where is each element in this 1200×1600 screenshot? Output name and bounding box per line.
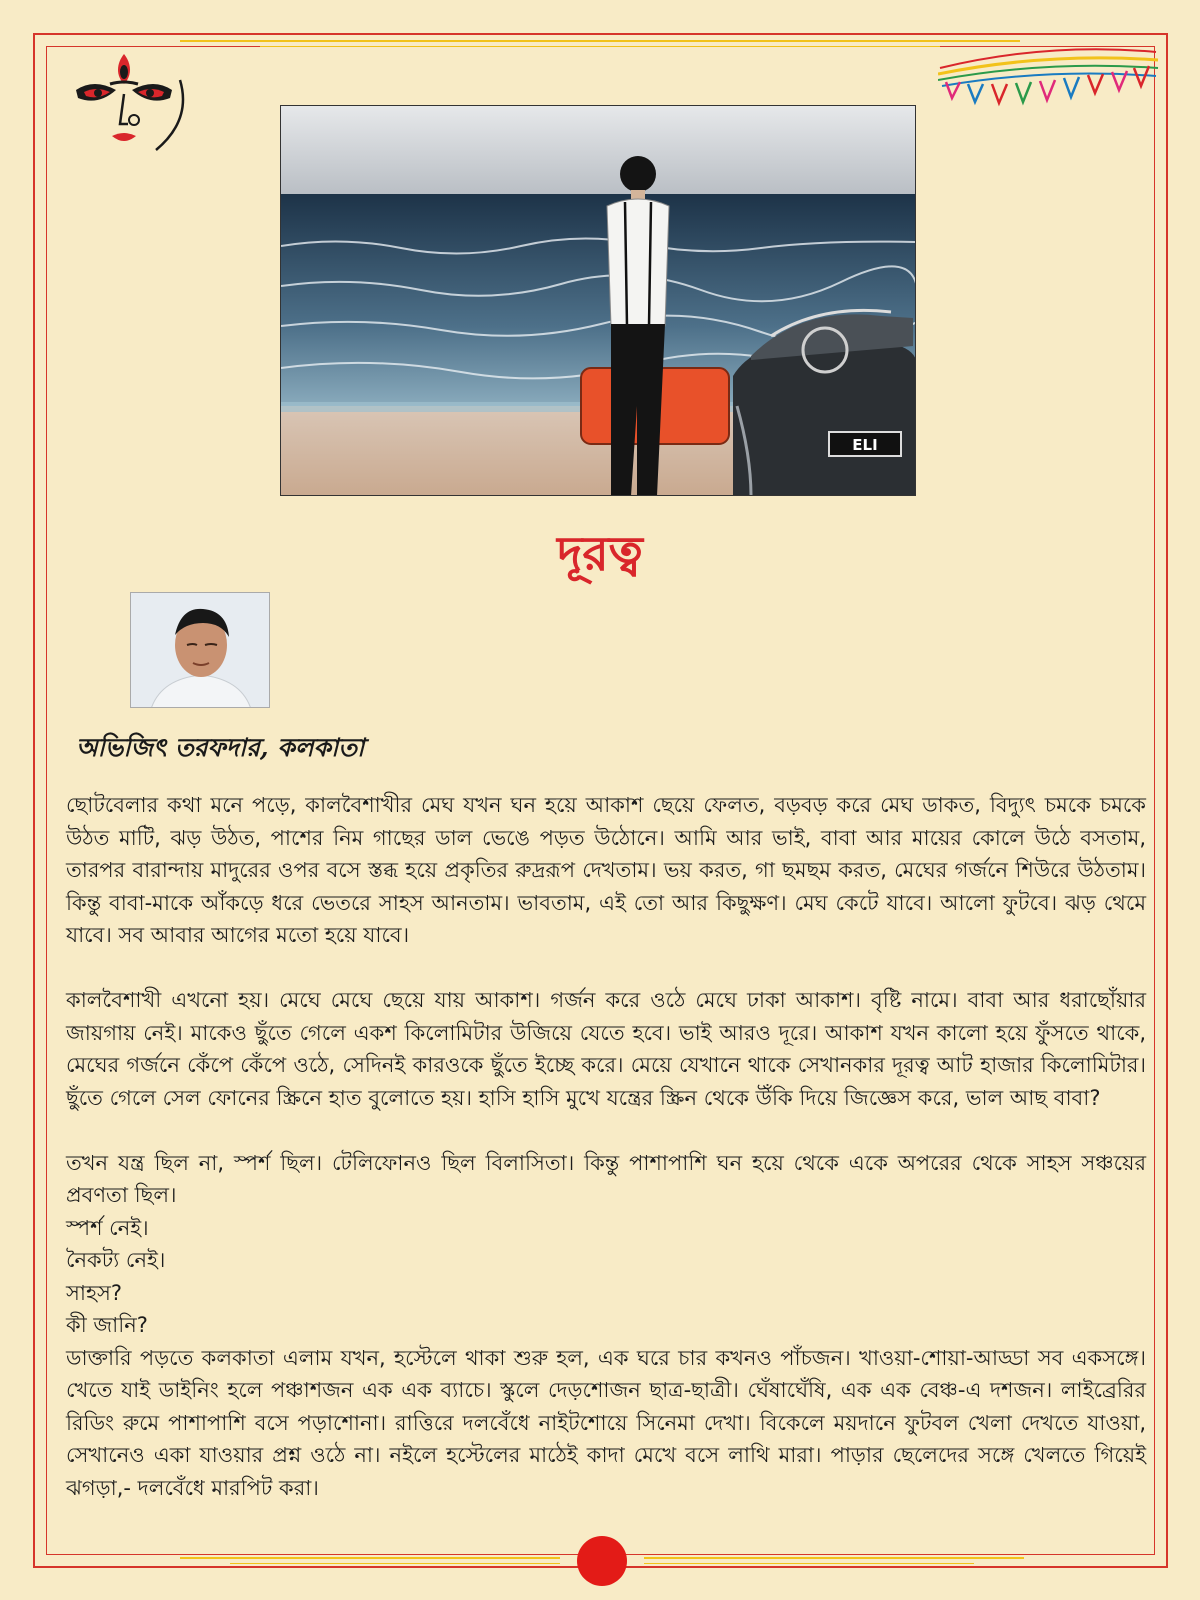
story-body [66, 789, 1146, 1504]
paragraph: তখন যন্ত্র ছিল না, স্পর্শ ছিল। টেলিফোনও ছিল বিলাসিতা। কিন্তু পাশাপাশি ঘন হয়ে থেকে একে অপরের থেকে সাহস সঞ্চয়ের প্রবণতা ছিল। [66, 1150, 1146, 1207]
paragraph: কালবৈশাখী এখনো হয়। মেঘে মেঘে ছেয়ে যায় আকাশ। গর্জন করে ওঠে মেঘে ঢাকা আকাশ। বৃষ্টি নামে। বাবা আর ধরাছোঁয়ার জায়গায় নেই। মাকেও ছুঁতে গেলে একশ কিলোমিটার উজিয়ে যেতে হবে। ভাই আরও দূরে। আকাশ যখন কালো হয়ে ফুঁসতে থাকে, মেঘের গর্জনে কেঁপে কেঁপে ওঠে, সেদিনই কারওকে ছুঁতে ইচ্ছে করে। মেয়ে যেখানে থাকে সেখানকার দূরত্ব আট হাজার কিলোমিটার। ছুঁতে গেলে সেল ফোনের স্ক্রিনে হাত বুলোতে হয়। হাসি হাসি মুখে যন্ত্রের স্ক্রিন থেকে উঁকি দিয়ে জিজ্ঞেস করে, ভাল আছ বাবা? [66, 988, 1146, 1110]
paragraph: ছোটবেলার কথা মনে পড়ে, কালবৈশাখীর মেঘ যখন ঘন হয়ে আকাশ ছেয়ে ফেলত, বড়বড় করে মেঘ ডাকত, বিদ্যুৎ চমকে চমকে উঠত মাটি, ঝড় উঠত, পাশের নিম গাছের ডাল ভেঙে পড়ত উঠোনে। আমি আর ভাই, বাবা আর মায়ের কোলে উঠে বসতাম, তারপর বারান্দায় মাদুরের ওপর বসে স্তব্ধ হয়ে প্রকৃতির রুদ্ররূপ দেখতাম। ভয় করত, গা ছমছম করত, মেঘের গর্জনে শিউরে উঠতাম। কিন্তু বাবা-মাকে আঁকড়ে ধরে ভেতরে সাহস আনতাম। ভাবতাম, এই তো আর কিছুক্ষণ। মেঘ কেটে যাবে। আলো ফুটবে। ঝড় থেমে যাবে। সব আবার আগের মতো হয়ে যাবে। [66, 793, 1146, 947]
paragraph: ডাক্তারি পড়তে কলকাতা এলাম যখন, হস্টেলে থাকা শুরু হল, এক ঘরে চার কখনও পাঁচজন। খাওয়া-শোয়া-আড্ডা সব একসঙ্গে। খেতে যাই ডাইনিং হলে পঞ্চাশজন এক এক ব্যাচে। স্কুলে দেড়শোজন ছাত্র-ছাত্রী। ঘেঁষাঘেঁষি, এক এক বেঞ্চ-এ দশজন। লাইব্রেরির রিডিং রুমে পাশাপাশি বসে পড়াশোনা। রাত্তিরে দলবেঁধে নাইটশোয়ে সিনেমা দেখা। বিকেলে ময়দানে ফুটবল খেলা দেখতে যাওয়া, সেখানেও একা যাওয়ার প্রশ্ন ওঠে না। নইলে হস্টেলের মাঠেই কাদা মেখে বসে লাথি মারা। পাড়ার ছেলেদের সঙ্গে খেলতে গিয়েই ঝগড়া,- দলবেঁধে মারপিট করা। [66, 1345, 1146, 1500]
bottom-gold-line-right [644, 1557, 1024, 1559]
paragraph: স্পর্শ নেই। [66, 1215, 149, 1240]
author-name: অভিজিৎ তরফদার, কলকাতা [76, 733, 365, 762]
bottom-gold-line-left [180, 1557, 560, 1559]
paragraph: সাহস? [66, 1280, 123, 1305]
durga-eyes-icon [72, 50, 190, 158]
bottom-gold-line-left-thin [230, 1563, 560, 1564]
red-dot-icon [577, 1536, 627, 1586]
bottom-gold-line-right-thin [644, 1563, 974, 1564]
paragraph: কী জানি? [66, 1313, 148, 1337]
author-photo [130, 592, 270, 708]
top-gold-line-thin [260, 46, 940, 47]
festive-bunting-icon [938, 46, 1160, 116]
license-plate-text: ELI [852, 436, 878, 454]
paragraph: নৈকট্য নেই। [66, 1248, 166, 1272]
story-illustration [280, 105, 916, 496]
top-gold-line [180, 40, 1020, 42]
story-title: দূরত্ব [557, 526, 643, 582]
